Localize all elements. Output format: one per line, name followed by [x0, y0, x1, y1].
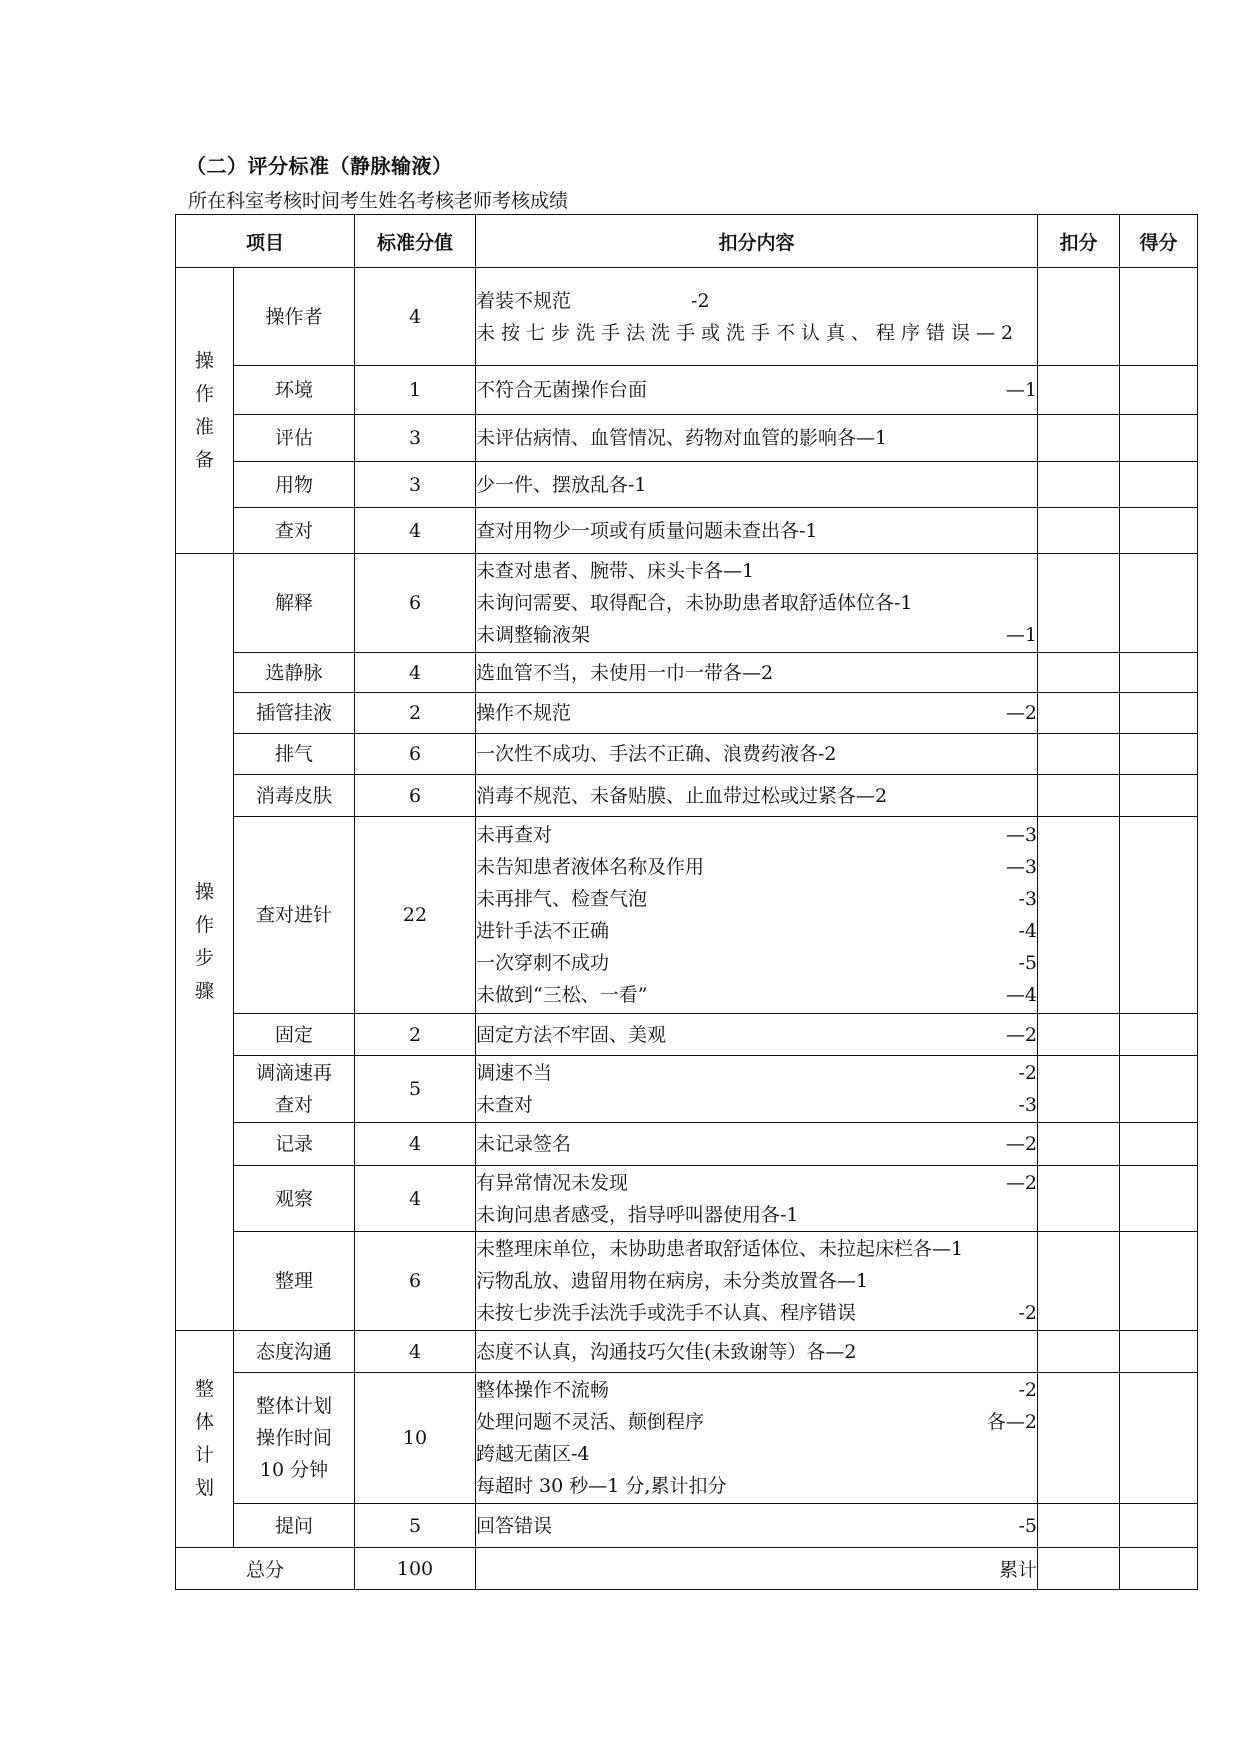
item-name-line: 观察: [275, 1187, 314, 1210]
deduction-cell[interactable]: [1038, 462, 1120, 508]
exam-info-line: 所在科室考核时间考生姓名考核老师考核成绩: [188, 190, 569, 212]
deduction-points: —2: [1005, 1133, 1038, 1155]
score-cell[interactable]: [1120, 653, 1198, 693]
deduction-content: [476, 268, 1038, 366]
table-row: [176, 1331, 1198, 1373]
category-char: 备: [194, 448, 214, 471]
header-row: [176, 215, 1198, 268]
deduction-text: 一次性不成功、手法不正确、浪费药液各-2: [476, 743, 837, 765]
header-obtained: 得分: [1120, 215, 1198, 268]
standard-score: 3: [355, 462, 476, 508]
score-cell[interactable]: [1120, 1123, 1198, 1166]
item-name: [234, 462, 355, 508]
item-name: [234, 1014, 355, 1056]
header-standard-score: 标准分值: [355, 215, 476, 268]
deduction-line: [476, 422, 1037, 454]
deduction-content: [476, 1331, 1038, 1373]
deduction-text: 选血管不当，未使用一巾一带各—2: [476, 661, 774, 684]
item-name-line: 记录: [275, 1133, 314, 1155]
page-title: （二）评分标准（静脉输液）: [186, 154, 453, 178]
deduction-cell[interactable]: [1038, 508, 1120, 554]
standard-score: 4: [355, 268, 476, 366]
item-name: [234, 1373, 355, 1504]
deduction-cell[interactable]: [1038, 415, 1120, 462]
total-row: [176, 1548, 1198, 1590]
item-name-line: 查对进针: [256, 904, 333, 926]
deduction-line: [476, 1438, 1037, 1470]
item-name-line: 用物: [275, 473, 314, 496]
deduction-content: [476, 1123, 1038, 1166]
deduction-content: [476, 415, 1038, 462]
standard-score: 6: [355, 775, 476, 817]
deduction-content: [476, 1504, 1038, 1548]
item-name: [234, 554, 355, 653]
category-char: 作: [194, 382, 214, 405]
deduction-cell[interactable]: [1038, 1014, 1120, 1056]
table-row: [176, 1373, 1198, 1504]
deduction-line: [476, 819, 1037, 851]
deduction-line: [476, 1199, 1037, 1231]
deduction-points: -5: [1018, 952, 1038, 974]
deduction-text: 不符合无菌操作台面: [476, 379, 648, 401]
item-name: [234, 693, 355, 734]
item-name: [234, 1123, 355, 1166]
deduction-line: [476, 285, 1037, 317]
item-name: [234, 1331, 355, 1373]
deduction-content: [476, 508, 1038, 554]
standard-score: 4: [355, 653, 476, 693]
table-row: [176, 693, 1198, 734]
deduction-content: [476, 366, 1038, 415]
deduction-line: [476, 657, 1037, 689]
standard-score: 6: [355, 734, 476, 775]
deduction-text: 未按七步洗手法洗手或洗手不认真、程序错误: [476, 1302, 857, 1324]
table-row: [176, 653, 1198, 693]
deduction-points: —2: [1005, 702, 1038, 724]
deduction-text: 未再排气、检查气泡: [476, 888, 648, 910]
deduction-points: —1: [1005, 379, 1038, 401]
item-name: [234, 653, 355, 693]
deduction-content: [476, 775, 1038, 817]
deduction-points: -3: [1018, 1094, 1038, 1116]
deduction-cell[interactable]: [1038, 268, 1120, 366]
deduction-text: 少一件、摆放乱各-1: [476, 473, 647, 496]
table-row: [176, 1014, 1198, 1056]
deduction-content: [476, 693, 1038, 734]
category-char: 操: [194, 349, 214, 372]
deduction-text: 未整理床单位，未协助患者取舒适体位、未拉起床栏各—1: [476, 1238, 964, 1260]
deduction-text: 调速不当: [476, 1062, 553, 1084]
deduction-text: 未按七步洗手法洗手或洗手不认真、程序错误—2: [476, 321, 1020, 344]
deduction-points: -2: [1018, 1302, 1038, 1324]
table-row: [176, 775, 1198, 817]
deduction-content: [476, 1232, 1038, 1331]
table-row: [176, 268, 1198, 366]
deduction-text: 进针手法不正确: [476, 920, 610, 942]
deduction-cell[interactable]: [1038, 775, 1120, 817]
deduction-points: —4: [1005, 984, 1038, 1006]
deduction-cell[interactable]: [1038, 734, 1120, 775]
item-name: [234, 775, 355, 817]
deduction-points: -3: [1018, 888, 1038, 910]
deduction-content: [476, 1166, 1038, 1232]
category-overall: [176, 1331, 234, 1548]
standard-score: 1: [355, 366, 476, 415]
score-cell[interactable]: [1120, 734, 1198, 775]
deduction-cell[interactable]: [1038, 1548, 1120, 1590]
header-deduction: 扣分: [1038, 215, 1120, 268]
score-cell[interactable]: [1120, 268, 1198, 366]
deduction-line: [476, 469, 1037, 501]
item-name: [234, 817, 355, 1014]
deduction-points: —3: [1005, 824, 1038, 846]
deduction-cell[interactable]: [1038, 1232, 1120, 1331]
deduction-line: [476, 555, 1037, 587]
item-name-line: 消毒皮肤: [256, 784, 333, 807]
deduction-points: -2: [691, 289, 710, 312]
score-cell[interactable]: [1120, 1331, 1198, 1373]
item-name: [234, 415, 355, 462]
deduction-content: [476, 1373, 1038, 1504]
deduction-line: [476, 515, 1037, 547]
item-name-line: 10 分钟: [259, 1459, 329, 1481]
deduction-text: 未评估病情、血管情况、药物对血管的影响各—1: [476, 427, 888, 449]
score-cell[interactable]: [1120, 1232, 1198, 1331]
deduction-line: [476, 1406, 1037, 1438]
deduction-line: [476, 1019, 1037, 1051]
score-cell[interactable]: [1120, 1056, 1198, 1123]
category-char: 计: [194, 1444, 214, 1466]
standard-score: 4: [355, 1166, 476, 1232]
score-cell[interactable]: [1120, 1548, 1198, 1590]
item-name: [234, 268, 355, 366]
deduction-content: [476, 1014, 1038, 1056]
item-name-line: 固定: [275, 1023, 314, 1046]
deduction-text: 未做到“三松、一看”: [476, 984, 648, 1006]
deduction-line: [476, 1470, 1037, 1502]
category-char: 划: [194, 1477, 214, 1499]
standard-score: 4: [355, 508, 476, 554]
deduction-line: [476, 1265, 1037, 1297]
standard-score: 4: [355, 1123, 476, 1166]
item-name: [234, 1504, 355, 1548]
deduction-points: —3: [1005, 856, 1038, 878]
score-cell[interactable]: [1120, 1166, 1198, 1232]
deduction-cell[interactable]: [1038, 653, 1120, 693]
deduction-text: 整体操作不流畅: [476, 1379, 610, 1401]
score-cell[interactable]: [1120, 693, 1198, 734]
standard-score: 4: [355, 1331, 476, 1373]
standard-score: 2: [355, 1014, 476, 1056]
deduction-line: [476, 1057, 1037, 1089]
deduction-line: [476, 851, 1037, 883]
item-name-line: 评估: [275, 427, 314, 449]
item-name-line: 操作时间: [256, 1427, 333, 1449]
score-cell[interactable]: [1120, 415, 1198, 462]
deduction-cell[interactable]: [1038, 1166, 1120, 1232]
deduction-line: [476, 1233, 1037, 1265]
standard-score: 22: [355, 817, 476, 1014]
deduction-text: 未询问需要、取得配合，未协助患者取舒适体位各-1: [476, 592, 913, 614]
table-row: [176, 1166, 1198, 1232]
deduction-points: -2: [1018, 1379, 1038, 1401]
item-name-line: 态度沟通: [256, 1340, 333, 1363]
item-name-line: 解释: [275, 592, 314, 614]
deduction-points: —2: [1005, 1171, 1038, 1194]
deduction-points: —2: [1005, 1023, 1038, 1046]
deduction-content: [476, 817, 1038, 1014]
category-char: 准: [194, 415, 214, 438]
table-row: [176, 734, 1198, 775]
item-name: [234, 366, 355, 415]
deduction-line: [476, 780, 1037, 812]
score-cell[interactable]: [1120, 775, 1198, 817]
deduction-line: [476, 738, 1037, 770]
deduction-text: 有异常情况未发现: [476, 1171, 629, 1194]
table-row: [176, 1123, 1198, 1166]
deduction-cell[interactable]: [1038, 366, 1120, 415]
deduction-text: 每超时 30 秒—1 分,累计扣分: [476, 1475, 727, 1497]
category-char: 步: [194, 947, 214, 969]
deduction-text: 消毒不规范、未备贴膜、止血带过松或过紧各—2: [476, 784, 888, 807]
deduction-points: 各—2: [986, 1411, 1038, 1433]
item-name: [234, 1232, 355, 1331]
item-name-line: 整理: [275, 1270, 314, 1292]
item-name: [234, 1056, 355, 1123]
deduction-text: 未调整输液架: [476, 624, 591, 646]
total-label: 总分: [176, 1548, 355, 1590]
item-name-line: 查对: [275, 1094, 314, 1116]
category-steps: [176, 554, 234, 1331]
deduction-text: 未查对: [476, 1094, 534, 1116]
item-name: [234, 1166, 355, 1232]
category-char: 骤: [194, 980, 214, 1002]
deduction-cell[interactable]: [1038, 1373, 1120, 1504]
deduction-text: 处理问题不灵活、颠倒程序: [476, 1411, 705, 1433]
item-name-line: 查对: [275, 519, 314, 542]
header-item: 项目: [176, 215, 355, 268]
total-sum-label: 累计: [476, 1548, 1038, 1590]
item-name-line: 环境: [275, 379, 314, 401]
deduction-text: 污物乱放、遗留用物在病房，未分类放置各—1: [476, 1270, 869, 1292]
standard-score: 5: [355, 1056, 476, 1123]
score-cell[interactable]: [1120, 817, 1198, 1014]
deduction-line: [476, 317, 1037, 349]
deduction-text: 回答错误: [476, 1514, 553, 1537]
table-row: [176, 554, 1198, 653]
deduction-line: [476, 1167, 1037, 1199]
deduction-text: 操作不规范: [476, 702, 572, 724]
deduction-content: [476, 734, 1038, 775]
deduction-cell[interactable]: [1038, 1123, 1120, 1166]
deduction-cell[interactable]: [1038, 554, 1120, 653]
deduction-text: 查对用物少一项或有质量问题未查出各-1: [476, 519, 818, 542]
deduction-text: 跨越无菌区-4: [476, 1443, 590, 1465]
deduction-text: 未告知患者液体名称及作用: [476, 856, 705, 878]
deduction-points: -5: [1018, 1514, 1038, 1537]
deduction-line: [476, 1510, 1037, 1542]
deduction-line: [476, 619, 1037, 651]
item-name-line: 整体计划: [256, 1395, 333, 1417]
category-char: 整: [194, 1378, 214, 1400]
deduction-line: [476, 979, 1037, 1011]
category-char: 体: [194, 1411, 214, 1433]
table-row: [176, 817, 1198, 1014]
score-cell[interactable]: [1120, 554, 1198, 653]
deduction-text: 未再查对: [476, 824, 553, 846]
deduction-text: 未记录签名: [476, 1133, 572, 1155]
score-cell[interactable]: [1120, 1014, 1198, 1056]
deduction-content: [476, 554, 1038, 653]
deduction-cell[interactable]: [1038, 817, 1120, 1014]
standard-score: 5: [355, 1504, 476, 1548]
deduction-content: [476, 462, 1038, 508]
deduction-points: —1: [1005, 624, 1038, 646]
item-name-line: 插管挂液: [256, 702, 333, 724]
table-row: [176, 462, 1198, 508]
deduction-line: [476, 697, 1037, 729]
item-name-line: 选静脉: [265, 661, 323, 684]
deduction-cell[interactable]: [1038, 1331, 1120, 1373]
table-row: [176, 415, 1198, 462]
table-row: [176, 1504, 1198, 1548]
table-row: [176, 508, 1198, 554]
deduction-text: 未查对患者、腕带、床头卡各—1: [476, 560, 755, 582]
item-name-line: 调滴速再: [256, 1062, 333, 1084]
deduction-line: [476, 947, 1037, 979]
deduction-line: [476, 1336, 1037, 1368]
standard-score: 6: [355, 1232, 476, 1331]
deduction-line: [476, 1089, 1037, 1121]
standard-score: 3: [355, 415, 476, 462]
header-deduction-content: 扣分内容: [476, 215, 1038, 268]
deduction-line: [476, 1297, 1037, 1329]
item-name: [234, 508, 355, 554]
deduction-text: 着装不规范: [476, 289, 572, 312]
deduction-line: [476, 374, 1037, 406]
table-row: [176, 1232, 1198, 1331]
deduction-points: -4: [1018, 920, 1038, 942]
category-char: 操: [194, 881, 214, 903]
score-cell[interactable]: [1120, 366, 1198, 415]
deduction-line: [476, 1128, 1037, 1160]
score-cell[interactable]: [1120, 462, 1198, 508]
item-name: [234, 734, 355, 775]
deduction-line: [476, 1374, 1037, 1406]
category-prep: [176, 268, 234, 554]
table-row: [176, 366, 1198, 415]
deduction-line: [476, 915, 1037, 947]
table-row: [176, 1056, 1198, 1123]
standard-score: 6: [355, 554, 476, 653]
deduction-text: 未询问患者感受，指导呼叫器使用各-1: [476, 1203, 799, 1226]
score-cell[interactable]: [1120, 1373, 1198, 1504]
deduction-content: [476, 653, 1038, 693]
score-cell[interactable]: [1120, 1504, 1198, 1548]
item-name-line: 提问: [275, 1514, 314, 1537]
deduction-cell[interactable]: [1038, 1504, 1120, 1548]
item-name-line: 操作者: [265, 305, 323, 328]
deduction-cell[interactable]: [1038, 1056, 1120, 1123]
deduction-cell[interactable]: [1038, 693, 1120, 734]
deduction-text: 固定方法不牢固、美观: [476, 1023, 667, 1046]
deduction-line: [476, 587, 1037, 619]
standard-score: 2: [355, 693, 476, 734]
deduction-line: [476, 883, 1037, 915]
score-cell[interactable]: [1120, 508, 1198, 554]
deduction-text: 一次穿刺不成功: [476, 952, 610, 974]
deduction-points: -2: [1018, 1062, 1038, 1084]
deduction-text: 态度不认真，沟通技巧欠佳(未致谢等）各—2: [476, 1340, 857, 1363]
standard-score: 10: [355, 1373, 476, 1504]
item-name-line: 排气: [275, 743, 314, 765]
deduction-content: [476, 1056, 1038, 1123]
scoring-table: [175, 214, 1198, 1590]
total-score: 100: [355, 1548, 476, 1590]
category-char: 作: [194, 914, 214, 936]
